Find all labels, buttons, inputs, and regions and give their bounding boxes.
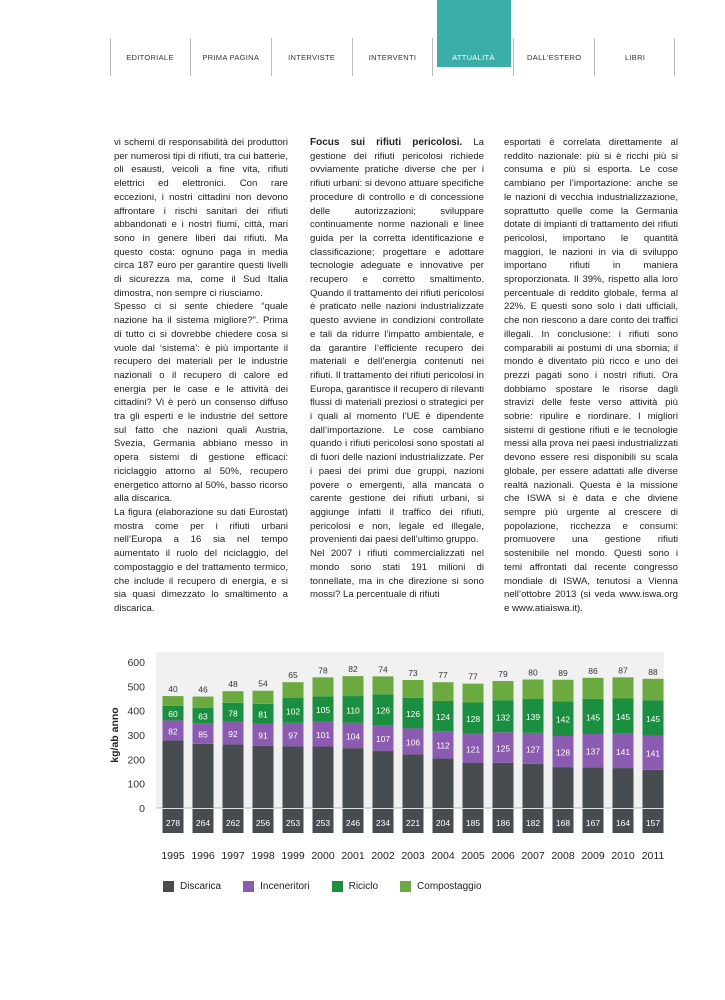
x-tick-label: 2001 [341,850,365,862]
bar-segment-discarica [283,746,304,808]
x-tick-label: 2000 [311,850,335,862]
bar-segment-discarica [313,746,334,808]
top-band [0,0,725,36]
legend-swatch [243,881,254,892]
y-tick-label: 400 [127,705,145,718]
legend-item-inceneritori [243,881,309,892]
y-tick-label: 300 [127,730,145,742]
bar-segment-compostaggio [613,677,634,698]
y-axis-label: kg/ab anno [109,707,121,763]
data-label: 89 [558,667,568,678]
data-label: 127 [525,744,541,755]
data-label: 126 [405,709,421,720]
legend-item-compostaggio [400,881,481,892]
bar-segment-compostaggio [283,682,304,698]
data-label: 82 [168,726,178,737]
data-label: 106 [405,737,421,748]
nav-item-dall-estero[interactable]: DALL'ESTERO [513,38,594,76]
chart-legend [163,881,504,892]
bar-segment-discarica [523,764,544,808]
data-label: 85 [198,729,208,740]
bar-segment-discarica [403,754,424,808]
bar-segment-discarica [253,746,274,808]
bar-segment-compostaggio [583,678,604,699]
data-label: 182 [525,818,541,828]
bar-segment-compostaggio [223,691,244,703]
bar-segment-compostaggio [493,681,514,700]
x-tick-label: 2005 [461,850,485,862]
bar-segment-compostaggio [253,691,274,704]
legend-swatch [400,881,411,892]
data-label: 105 [315,705,331,716]
data-label: 141 [615,746,631,757]
data-label: 82 [348,664,358,675]
bar-segment-discarica [583,767,604,808]
data-label: 128 [465,713,481,724]
y-tick-label: 600 [127,657,145,669]
bar-segment-compostaggio [193,697,214,708]
bar-segment-compostaggio [553,680,574,702]
data-label: 145 [615,712,631,723]
x-tick-label: 2004 [431,850,455,862]
data-label: 256 [255,818,271,828]
x-tick-label: 1996 [191,850,215,862]
data-label: 54 [258,678,268,689]
article-column-1-text: vi schemi di responsabilità dei produttori per numerosi tipi di rifiuti, tra cui batterie, oli esausti, veicoli a fine vita, rifiuti elettrici ed elettronici. Con rare eccezioni, i nostri cittadini non devono affrontare i rischi sanitari dei rifiuti abbandonati e i nostri fiumi, città, mari sono in genere liberi dai rifiuti. Ma questo costa: ognuno paga in media circa 187 euro per garantire questi livelli di sicurezza ma, come il Sud Italia dimostra, non sempre ci riusciamo. Spesso ci si sente chiedere “quale nazione ha il sistema migliore?”. Prima di tutto ci si dovrebbe chiedere cosa si vuole dal ‘sistema’: è più importante il recupero dei materiali per le industrie nazionali o il recupero di calore ed energia per le case e le attività dei cittadini? Vi è però un consenso diffuso tra gli esperti e le industrie del settore sul fatto che nazioni quali Austria, Svezia, Germania abbiano messo in opera sistemi di gestione efficaci: riciclaggio attorno al 50%, recupero energetico attorno al 50%, basso ricorso alla discarica. La figura (elaborazione su dati Eurostat) mostra come per i rifiuti urbani nell’Europa a 16 sia nel tempo aumentato il ruolo del riciclaggio, del compostaggio e del trattamento termico, che include il recupero di energia, e si sia quasi dimezzato lo smaltimento a discarica. [114,137,288,614]
article-column-2-text: La gestione dei rifiuti pericolosi richiede ovviamente pratiche diverse che per i rifiuti urbani: si devono attuare specifiche procedure di controllo e di concessione delle autorizzazioni; sviluppare continuamente norme nazionali e linee guida per la corretta identificazione e classificazione; progettare e adottare tecnologie adeguate e innovative per recupero e corretto smaltimento. Quando il trattamento dei rifiuti pericolosi è praticato nelle nazioni industrializzate questo avviene in condizioni controllate e tali da ridurre l’impatto ambientale, e da garantire l’efficiente recupero dei materiali e dell’energia contenuti nei rifiuti. Il trattamento dei rifiuti pericolosi in Europa, garantisce il recupero di rilevanti flussi di materiali preziosi o strategici per i quali al momento l’UE è dipendente dall’importazione. Le cose cambiano quando i rifiuti pericolosi sono spostati al di fuori delle nazioni industrializzate. Per i paesi dei primi due gruppi, nazioni povere o emergenti, alla mancata o carente gestione dei rifiuti urbani, si aggiunge infatti il traffico dei rifiuti, pericolosi e non, legale ed illegale, provenienti dai paesi dell’ultimo gruppo. Nel 2007 i rifiuti commercializzati nel mondo sono stati 191 milioni di tonnellate, ma in che direzione si sono mossi? La percentuale di rifiuti [310,137,484,601]
x-tick-label: 1997 [221,850,245,862]
data-label: 185 [465,818,481,828]
data-label: 145 [585,712,601,723]
bar-segment-compostaggio [643,679,664,700]
article-column-2 [310,136,484,602]
data-label: 186 [495,818,511,828]
data-label: 145 [645,713,661,724]
bar-segment-compostaggio [463,684,484,703]
data-label: 97 [288,730,298,741]
data-label: 91 [258,730,268,741]
nav-item-editoriale[interactable]: EDITORIALE [126,52,174,62]
data-label: 48 [228,679,238,690]
data-label: 234 [375,818,391,828]
legend-label: Compostaggio [417,881,482,892]
bar-segment-discarica [433,758,454,808]
data-label: 262 [225,818,241,828]
legend-item-riciclo [332,881,378,892]
bar-segment-discarica [163,740,184,808]
x-tick-label: 2011 [641,850,665,862]
data-label: 80 [528,667,538,678]
bar-segment-discarica [463,763,484,808]
data-label: 60 [168,709,178,720]
bar-segment-compostaggio [313,677,334,696]
data-label: 124 [435,712,451,723]
x-tick-label: 1998 [251,850,275,862]
legend-label: Riciclo [348,881,379,892]
data-label: 157 [645,818,661,828]
x-tick-label: 1999 [281,850,305,862]
data-label: 125 [495,743,511,754]
data-label: 101 [315,730,331,741]
legend-item-discarica [163,881,221,892]
data-label: 110 [346,705,360,716]
data-label: 167 [585,818,601,828]
data-label: 126 [375,705,391,716]
x-tick-label: 2002 [371,850,395,862]
data-label: 46 [198,684,208,695]
article-column-1 [114,136,288,616]
data-label: 128 [555,747,571,758]
bar-segment-discarica [343,748,364,808]
data-label: 142 [555,714,571,725]
data-label: 253 [285,818,301,828]
bar-segment-discarica [493,763,514,808]
bar-segment-compostaggio [433,682,454,701]
data-label: 86 [588,665,598,676]
data-label: 73 [408,668,418,679]
data-label: 79 [498,668,508,679]
data-label: 121 [465,744,481,755]
section-nav [110,38,675,76]
nav-item-attualita[interactable]: ATTUALITÀ [432,38,513,76]
x-tick-label: 2009 [581,850,605,862]
bar-segment-compostaggio [523,680,544,699]
data-label: 112 [436,740,450,751]
y-tick-label: 0 [139,803,145,815]
data-label: 40 [168,684,178,695]
data-label: 204 [435,818,451,828]
data-label: 164 [615,818,631,828]
legend-label: Discarica [180,881,222,892]
data-label: 63 [198,711,208,722]
data-label: 132 [495,712,511,723]
bar-segment-discarica [613,768,634,808]
data-label: 102 [285,706,301,717]
bar-segment-discarica [553,767,574,808]
bar-segment-discarica [643,770,664,808]
y-tick-label: 500 [127,681,145,694]
data-label: 65 [288,670,298,681]
data-label: 137 [585,746,601,757]
bar-segment-discarica [223,744,244,808]
bar-segment-compostaggio [163,696,184,706]
data-label: 81 [258,709,268,720]
data-label: 77 [468,671,478,682]
x-tick-label: 2010 [611,850,635,862]
data-label: 78 [228,708,238,719]
nav-item-prima-pagina[interactable]: PRIMA PAGINA [190,38,271,76]
y-tick-label: 200 [127,754,145,767]
x-tick-label: 2006 [491,850,515,862]
x-tick-label: 2003 [401,850,425,862]
nav-item-interventi[interactable]: INTERVENTI [352,38,433,76]
data-label: 253 [315,818,331,828]
data-label: 141 [645,748,661,759]
data-label: 168 [555,818,571,828]
nav-item-interviste[interactable]: INTERVISTE [271,38,352,76]
data-label: 78 [318,665,328,676]
data-label: 107 [375,734,391,745]
data-label: 92 [228,729,238,740]
legend-swatch [332,881,343,892]
data-label: 77 [438,670,448,681]
bar-segment-discarica [193,744,214,808]
article-column-3-text: esportati è correlata direttamente al reddito nazionale: più si è ricchi più si consuma e più si esporta. Le cose cambiano per l’importazione: anche se le nazioni di vecchia industrializzazione, soprattutto quelle come la Germania dotate di impianti di trattamento dei rifiuti pericolosi, importano le quantità maggiori, le nazioni in via di sviluppo importano rifiuti in maniera sproporzionata. Il 39%, rispetto alla loro percentuale di reddito globale, ferma al 22%. E questi sono solo i dati ufficiali, che non riescono a dare conto dei traffici illegali. In conclusione: i rifiuti sono comparabili ai postumi di una sbornia; il mondo è diventato più ricco e uno dei prezzi pagati sono i nostri rifiuti. Ora dobbiamo spostare le risorse dagli stravizi delle feste verso attività più sobrie: ripulire e riordinare. I migliori sistemi di gestione rifiuti e le tecnologie messi alla prova nei paesi industrializzati devono essere resi disponibili su scala globale, per essere adattati alle diverse realtà nazionali. Questa è la missione che ISWA si è data e che diviene sempre più urgente al crescere di popolazione, ricchezza e consumi: promuovere una gestione rifiuti sostenibile nel mondo. Questi sono i temi affrontati dal recente congresso mondiale di ISWA, tenutosi a Vienna nell’ottobre 2013 (si veda www.iswa.org e www.atiaiswa.it). [504,137,678,614]
x-tick-label: 2007 [521,850,545,862]
y-tick-label: 100 [127,778,145,791]
article-column-2-paragraph [310,136,484,602]
legend-swatch [163,881,174,892]
data-label: 246 [345,818,361,828]
article-column-3 [504,136,678,616]
data-label: 104 [345,731,361,742]
bar-segment-compostaggio [343,676,364,696]
x-tick-label: 1995 [161,850,185,862]
nav-item-libri[interactable]: LIBRI [594,38,675,76]
data-label: 264 [195,818,211,828]
bar-segment-discarica [373,751,394,808]
x-tick-label: 2008 [551,850,575,862]
data-label: 278 [165,818,181,828]
waste-chart [0,645,725,875]
data-label: 221 [405,818,421,828]
data-label: 87 [618,665,628,676]
section-heading: Focus sui rifiuti pericolosi. [310,137,463,148]
data-label: 88 [648,666,658,677]
bar-segment-compostaggio [373,676,394,694]
data-label: 74 [378,664,388,675]
data-label: 139 [525,711,541,722]
bar-segment-compostaggio [403,680,424,698]
legend-label: Inceneritori [260,881,310,892]
